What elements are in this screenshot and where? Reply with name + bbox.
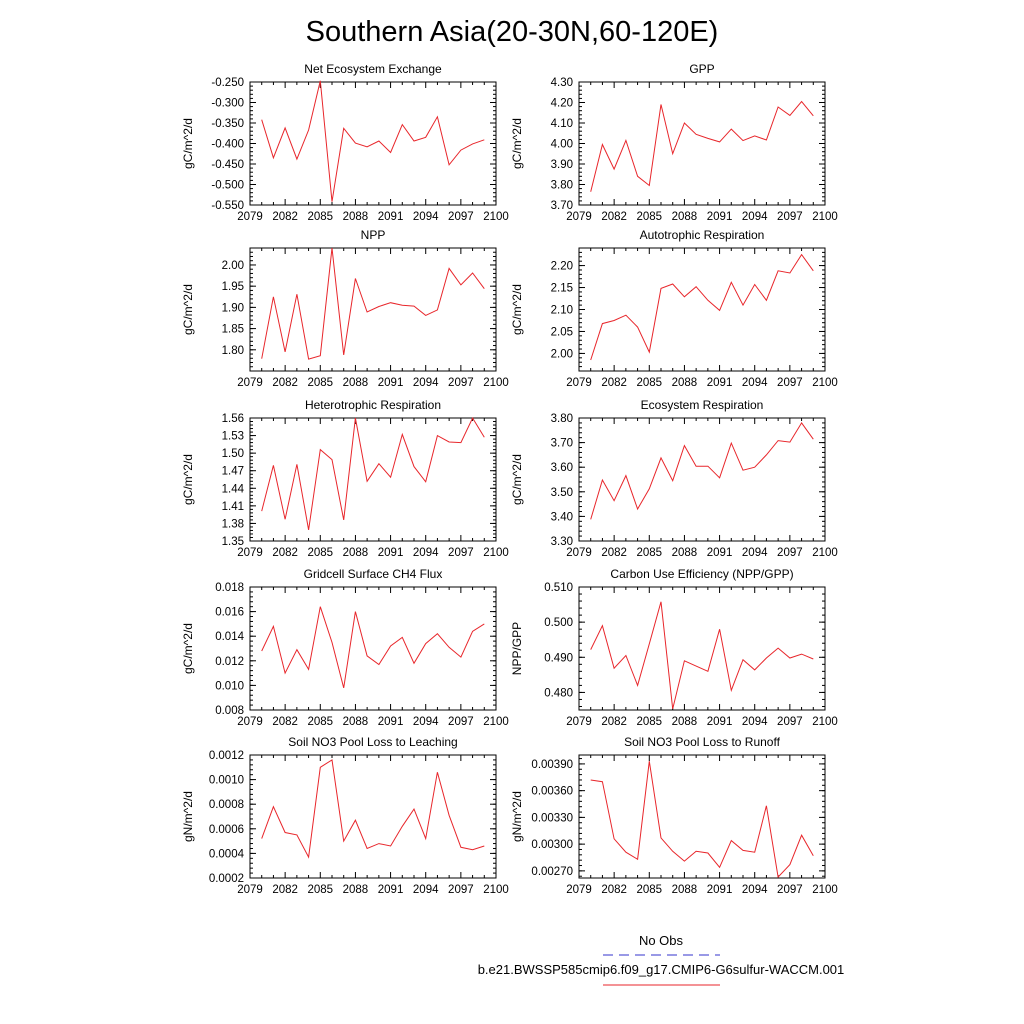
x-tick-label: 2094 bbox=[741, 716, 768, 728]
x-tick-label: 2100 bbox=[483, 716, 509, 728]
x-tick-label: 2091 bbox=[706, 716, 733, 728]
y-tick-label: 0.00360 bbox=[531, 785, 573, 798]
plot-frame bbox=[579, 418, 825, 541]
x-tick-label: 2091 bbox=[706, 377, 733, 389]
x-tick-label: 2082 bbox=[601, 547, 627, 559]
panel-title: Ecosystem Respiration bbox=[640, 398, 764, 412]
x-tick-label: 2091 bbox=[377, 211, 404, 223]
y-tick-label: 0.016 bbox=[215, 606, 244, 619]
y-tick-label: -0.300 bbox=[211, 97, 244, 110]
x-tick-label: 2100 bbox=[812, 547, 838, 559]
x-tick-label: 2094 bbox=[741, 547, 768, 559]
x-tick-label: 2079 bbox=[566, 377, 592, 389]
chart-panel-autotrophic-respiration bbox=[510, 228, 838, 389]
series-line bbox=[591, 255, 814, 360]
panel-title: Soil NO3 Pool Loss to Runoff bbox=[624, 735, 780, 749]
y-tick-label: 2.00 bbox=[550, 348, 573, 361]
chart-panel-carbon-use-efficiency-npp-gpp bbox=[510, 567, 838, 728]
y-axis-label: gC/m^2/d bbox=[510, 284, 524, 335]
y-tick-label: 0.008 bbox=[215, 705, 244, 717]
y-tick-label: 0.0008 bbox=[208, 799, 244, 812]
y-axis-label: gC/m^2/d bbox=[181, 454, 195, 505]
x-tick-label: 2094 bbox=[412, 716, 439, 728]
y-tick-label: 3.70 bbox=[550, 437, 573, 450]
y-tick-label: 1.95 bbox=[221, 281, 244, 294]
y-tick-label: 0.010 bbox=[215, 680, 244, 693]
x-tick-label: 2091 bbox=[706, 884, 733, 896]
x-tick-label: 2085 bbox=[307, 884, 334, 896]
y-tick-label: 3.60 bbox=[550, 462, 573, 475]
x-tick-label: 2085 bbox=[307, 547, 334, 559]
x-tick-label: 2085 bbox=[636, 377, 663, 389]
x-tick-label: 2100 bbox=[812, 377, 838, 389]
y-tick-label: 0.510 bbox=[544, 582, 573, 594]
chart-panel-net-ecosystem-exchange bbox=[181, 62, 509, 223]
x-tick-label: 2100 bbox=[812, 716, 838, 728]
y-axis-label: gN/m^2/d bbox=[510, 791, 524, 842]
y-tick-label: 4.30 bbox=[550, 77, 573, 89]
x-tick-label: 2088 bbox=[342, 547, 369, 559]
x-tick-label: 2097 bbox=[448, 377, 474, 389]
x-tick-label: 2085 bbox=[636, 716, 663, 728]
y-axis-label: gC/m^2/d bbox=[181, 118, 195, 169]
x-tick-label: 2097 bbox=[448, 547, 474, 559]
x-tick-label: 2079 bbox=[237, 211, 263, 223]
y-tick-label: 2.00 bbox=[221, 259, 244, 272]
panel-title: Soil NO3 Pool Loss to Leaching bbox=[288, 735, 458, 749]
x-tick-label: 2091 bbox=[377, 377, 404, 389]
panel-title: Heterotrophic Respiration bbox=[304, 398, 442, 412]
y-tick-label: 1.80 bbox=[221, 344, 244, 357]
legend bbox=[478, 933, 845, 985]
y-tick-label: 3.80 bbox=[550, 179, 573, 192]
y-tick-label: 2.20 bbox=[550, 260, 573, 273]
y-tick-label: 2.05 bbox=[550, 326, 573, 339]
series-line bbox=[591, 602, 814, 709]
x-tick-label: 2082 bbox=[601, 211, 627, 223]
panel-title: Carbon Use Efficiency (NPP/GPP) bbox=[610, 567, 794, 581]
y-tick-label: 0.00330 bbox=[531, 812, 573, 825]
y-tick-label: 0.0004 bbox=[208, 848, 244, 861]
y-tick-label: 0.0006 bbox=[208, 823, 244, 836]
x-tick-label: 2100 bbox=[483, 377, 509, 389]
x-tick-label: 2097 bbox=[777, 716, 803, 728]
y-tick-label: 0.0012 bbox=[208, 750, 244, 762]
x-tick-label: 2085 bbox=[307, 716, 334, 728]
panel-title: NPP bbox=[360, 228, 386, 242]
y-tick-label: 0.00270 bbox=[531, 865, 573, 878]
x-tick-label: 2082 bbox=[272, 547, 298, 559]
y-tick-label: 1.53 bbox=[221, 430, 244, 443]
y-tick-label: -0.250 bbox=[211, 77, 244, 89]
y-tick-label: 2.15 bbox=[550, 282, 573, 295]
x-tick-label: 2088 bbox=[671, 884, 698, 896]
y-tick-label: 2.10 bbox=[550, 304, 573, 317]
x-tick-label: 2085 bbox=[636, 884, 663, 896]
y-tick-label: 3.30 bbox=[550, 536, 573, 548]
x-tick-label: 2091 bbox=[706, 547, 733, 559]
y-axis-label: gC/m^2/d bbox=[181, 623, 195, 674]
y-tick-label: 0.0010 bbox=[208, 774, 244, 787]
y-tick-label: 1.35 bbox=[221, 536, 244, 548]
y-axis-label: gN/m^2/d bbox=[181, 791, 195, 842]
panel-title: GPP bbox=[689, 62, 715, 76]
main-title: Southern Asia(20-30N,60-120E) bbox=[305, 16, 719, 48]
x-tick-label: 2082 bbox=[601, 884, 627, 896]
y-tick-label: 1.38 bbox=[221, 518, 244, 531]
chart-panel-gpp bbox=[510, 62, 838, 223]
x-tick-label: 2097 bbox=[777, 884, 803, 896]
y-tick-label: 1.44 bbox=[221, 483, 244, 496]
plot-frame bbox=[250, 755, 496, 878]
x-tick-label: 2079 bbox=[566, 884, 592, 896]
x-tick-label: 2079 bbox=[237, 547, 263, 559]
x-tick-label: 2100 bbox=[483, 884, 509, 896]
x-tick-label: 2079 bbox=[566, 547, 592, 559]
panel-title: Gridcell Surface CH4 Flux bbox=[303, 567, 443, 581]
y-axis-label: gC/m^2/d bbox=[510, 118, 524, 169]
plot-frame bbox=[579, 587, 825, 710]
x-tick-label: 2082 bbox=[272, 716, 298, 728]
y-tick-label: -0.550 bbox=[211, 200, 244, 212]
chart-panel-heterotrophic-respiration bbox=[181, 398, 509, 559]
plot-frame bbox=[579, 82, 825, 205]
chart-panel-gridcell-surface-ch4-flux bbox=[181, 567, 509, 728]
x-tick-label: 2088 bbox=[671, 211, 698, 223]
x-tick-label: 2094 bbox=[741, 377, 768, 389]
plot-frame bbox=[579, 248, 825, 371]
x-tick-label: 2100 bbox=[812, 884, 838, 896]
legend-model-label: b.e21.BWSSP585cmip6.f09_g17.CMIP6-G6sulfur-WACCM.001 bbox=[477, 962, 845, 977]
x-tick-label: 2082 bbox=[272, 377, 298, 389]
y-axis-label: gC/m^2/d bbox=[181, 284, 195, 335]
x-tick-label: 2079 bbox=[566, 716, 592, 728]
panel-title: Autotrophic Respiration bbox=[639, 228, 765, 242]
x-tick-label: 2088 bbox=[671, 547, 698, 559]
x-tick-label: 2082 bbox=[272, 211, 298, 223]
x-tick-label: 2097 bbox=[777, 547, 803, 559]
y-tick-label: 1.50 bbox=[221, 448, 244, 461]
y-axis-label: NPP/GPP bbox=[510, 621, 524, 676]
chart-panel-ecosystem-respiration bbox=[510, 398, 838, 559]
y-tick-label: 1.47 bbox=[221, 465, 244, 478]
y-tick-label: 0.0002 bbox=[208, 873, 244, 885]
x-tick-label: 2079 bbox=[566, 211, 592, 223]
y-tick-label: 0.012 bbox=[215, 655, 244, 668]
series-line bbox=[262, 418, 485, 530]
x-tick-label: 2088 bbox=[342, 377, 369, 389]
y-tick-label: 3.40 bbox=[550, 511, 573, 524]
chart-panel-soil-no3-pool-loss-to-leaching bbox=[181, 735, 509, 896]
x-tick-label: 2088 bbox=[342, 716, 369, 728]
y-tick-label: 1.90 bbox=[221, 302, 244, 315]
x-tick-label: 2097 bbox=[777, 211, 803, 223]
y-tick-label: 1.41 bbox=[221, 500, 244, 513]
x-tick-label: 2094 bbox=[412, 884, 439, 896]
x-tick-label: 2100 bbox=[483, 547, 509, 559]
y-tick-label: 0.014 bbox=[215, 631, 244, 644]
series-line bbox=[262, 248, 485, 359]
x-tick-label: 2094 bbox=[412, 377, 439, 389]
y-tick-label: 0.00390 bbox=[531, 758, 573, 771]
y-tick-label: 0.500 bbox=[544, 617, 573, 630]
x-tick-label: 2088 bbox=[342, 884, 369, 896]
plot-frame bbox=[250, 587, 496, 710]
x-tick-label: 2079 bbox=[237, 377, 263, 389]
y-tick-label: 0.00300 bbox=[531, 839, 573, 852]
y-tick-label: 0.490 bbox=[544, 652, 573, 665]
x-tick-label: 2097 bbox=[777, 377, 803, 389]
x-tick-label: 2097 bbox=[448, 716, 474, 728]
y-tick-label: -0.350 bbox=[211, 118, 244, 130]
x-tick-label: 2085 bbox=[307, 377, 334, 389]
y-tick-label: 3.70 bbox=[550, 200, 573, 212]
y-tick-label: 4.10 bbox=[550, 118, 573, 130]
x-tick-label: 2097 bbox=[448, 884, 474, 896]
x-tick-label: 2094 bbox=[741, 884, 768, 896]
x-tick-label: 2094 bbox=[412, 547, 439, 559]
y-tick-label: 3.90 bbox=[550, 159, 573, 171]
series-line bbox=[262, 760, 485, 857]
x-tick-label: 2085 bbox=[636, 547, 663, 559]
x-tick-label: 2082 bbox=[601, 716, 627, 728]
series-line bbox=[262, 607, 485, 688]
y-axis-label: gC/m^2/d bbox=[510, 454, 524, 505]
y-tick-label: 0.018 bbox=[215, 582, 244, 594]
y-tick-label: -0.500 bbox=[211, 179, 244, 192]
series-line bbox=[262, 81, 485, 202]
x-tick-label: 2088 bbox=[671, 716, 698, 728]
legend-obs-label: No Obs bbox=[638, 933, 684, 948]
y-tick-label: 4.00 bbox=[550, 138, 573, 151]
x-tick-label: 2085 bbox=[636, 211, 663, 223]
x-tick-label: 2082 bbox=[272, 884, 298, 896]
y-tick-label: 3.50 bbox=[550, 486, 573, 499]
x-tick-label: 2079 bbox=[237, 716, 263, 728]
x-tick-label: 2094 bbox=[741, 211, 768, 223]
panel-title: Net Ecosystem Exchange bbox=[304, 62, 442, 76]
x-tick-label: 2094 bbox=[412, 211, 439, 223]
x-tick-label: 2088 bbox=[342, 211, 369, 223]
y-tick-label: 3.80 bbox=[550, 413, 573, 425]
x-tick-label: 2085 bbox=[307, 211, 334, 223]
y-tick-label: -0.400 bbox=[211, 138, 244, 151]
x-tick-label: 2091 bbox=[377, 884, 404, 896]
x-tick-label: 2100 bbox=[483, 211, 509, 223]
chart-panel-npp bbox=[181, 228, 509, 389]
chart-panels bbox=[181, 62, 838, 896]
series-line bbox=[591, 102, 814, 192]
chart-panel-soil-no3-pool-loss-to-runoff bbox=[510, 735, 838, 896]
plot-frame bbox=[579, 755, 825, 878]
x-tick-label: 2091 bbox=[377, 716, 404, 728]
x-tick-label: 2100 bbox=[812, 211, 838, 223]
y-tick-label: 1.85 bbox=[221, 323, 244, 336]
x-tick-label: 2079 bbox=[237, 884, 263, 896]
y-tick-label: 1.56 bbox=[221, 413, 244, 425]
x-tick-label: 2091 bbox=[706, 211, 733, 223]
y-tick-label: -0.450 bbox=[211, 159, 244, 171]
series-line bbox=[591, 423, 814, 520]
x-tick-label: 2097 bbox=[448, 211, 474, 223]
y-tick-label: 4.20 bbox=[550, 97, 573, 110]
x-tick-label: 2082 bbox=[601, 377, 627, 389]
plot-frame bbox=[250, 418, 496, 541]
y-tick-label: 0.480 bbox=[544, 687, 573, 700]
series-line bbox=[591, 761, 814, 877]
x-tick-label: 2091 bbox=[377, 547, 404, 559]
x-tick-label: 2088 bbox=[671, 377, 698, 389]
